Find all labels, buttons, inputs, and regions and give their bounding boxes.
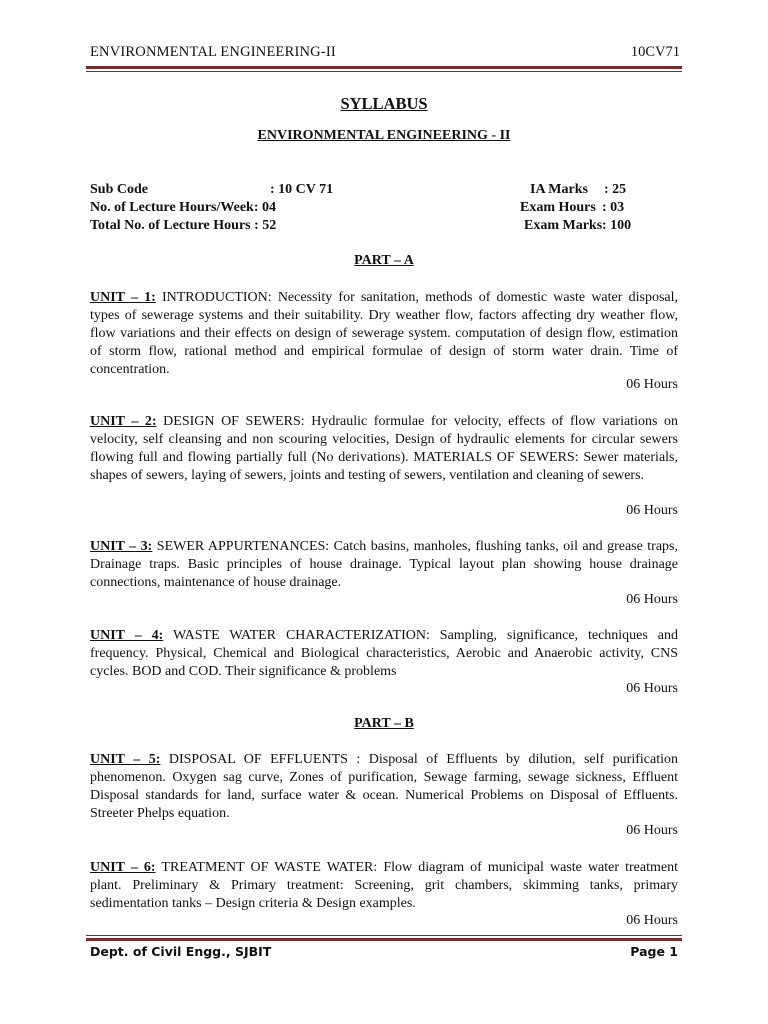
footer-rule-thin — [86, 935, 682, 936]
ia-marks-row — [520, 181, 631, 199]
part-a-heading: PART – A — [354, 253, 414, 268]
unit-1-label: UNIT – 1: — [90, 290, 156, 305]
exam-marks-row — [520, 217, 631, 235]
course-meta-right — [520, 181, 631, 235]
header-rule-thin — [86, 71, 682, 72]
footer-page-number: Page 1 — [630, 944, 678, 959]
ia-marks-value: : 25 — [604, 182, 627, 197]
unit-4-hours: 06 Hours — [626, 681, 678, 696]
unit-6-label: UNIT – 6: — [90, 860, 156, 875]
unit-4-text: WASTE WATER CHARACTERIZATION: Sampling, significance, techniques and frequency. Physical, Chemical and Biological characteristics, Aerobic and Anaerobic activity, CNS cycles. BOD and COD. Their significance & problems — [90, 628, 678, 679]
sub-code-label: Sub Code — [90, 182, 148, 197]
unit-5-text: DISPOSAL OF EFFLUENTS : Disposal of Effluents by dilution, self purification phenomenon. Oxygen sag curve, Zones of purification, Sewage farming, sewage sickness, Effluent Disposal standards for land, surface water & ocean. Numerical Problems on Disposal of Effluents. Streeter Phelps equation. — [90, 752, 678, 821]
sub-code-row — [90, 181, 333, 199]
unit-5 — [90, 751, 678, 823]
exam-hours-value: : 03 — [602, 200, 625, 215]
unit-4 — [90, 627, 678, 681]
unit-1-hours: 06 Hours — [626, 377, 678, 392]
header-course-title: ENVIRONMENTAL ENGINEERING-II — [90, 44, 336, 60]
ia-marks-label: IA Marks — [530, 182, 588, 197]
part-b-heading: PART – B — [354, 716, 414, 731]
unit-5-label: UNIT – 5: — [90, 752, 161, 767]
total-lecture-hours: Total No. of Lecture Hours : 52 — [90, 218, 277, 233]
unit-1 — [90, 289, 678, 379]
exam-marks-value: : 100 — [602, 218, 632, 233]
course-meta-left — [90, 181, 333, 235]
footer-rule-thick — [86, 938, 682, 941]
unit-2-hours: 06 Hours — [626, 503, 678, 518]
unit-3-hours: 06 Hours — [626, 592, 678, 607]
lecture-hours-week: No. of Lecture Hours/Week: 04 — [90, 200, 276, 215]
exam-hours-row — [520, 199, 631, 217]
unit-4-label: UNIT – 4: — [90, 628, 164, 643]
header-rule-thick — [86, 66, 682, 69]
unit-6-text: TREATMENT OF WASTE WATER: Flow diagram of municipal waste water treatment plant. Preliminary & Primary treatment: Screening, grit chambers, skimming tanks, primary sedimentation tanks – Design criteria & Design examples. — [90, 860, 678, 911]
unit-2-text: DESIGN OF SEWERS: Hydraulic formulae for velocity, effects of flow variations on velocity, self cleansing and non scouring velocities, Design of hydraulic elements for circular sewers flowing full and flowing partially full (No derivations). MATERIALS OF SEWERS: Sewer materials, shapes of sewers, laying of sewers, joints and testing of sewers, ventilation and cleaning of sewers. — [90, 414, 678, 483]
exam-hours-label: Exam Hours — [520, 200, 596, 215]
unit-3-label: UNIT – 3: — [90, 539, 153, 554]
unit-3 — [90, 538, 678, 592]
sub-code-value: : 10 CV 71 — [270, 182, 334, 197]
exam-marks-label: Exam Marks — [524, 218, 603, 233]
unit-5-hours: 06 Hours — [626, 823, 678, 838]
footer-department: Dept. of Civil Engg., SJBIT — [90, 944, 272, 959]
page-title: SYLLABUS — [340, 94, 428, 113]
unit-6-hours: 06 Hours — [626, 913, 678, 928]
unit-2 — [90, 413, 678, 485]
page-subtitle: ENVIRONMENTAL ENGINEERING - II — [257, 128, 511, 143]
unit-1-text: INTRODUCTION: Necessity for sanitation, methods of domestic waste water disposal, types of sewerage systems and their suitability. Dry weather flow, factors affecting dry weather flow, flow variations and their effects on design of sewerage system. computation of design flow, estimation of storm flow, rational method and empirical formulae of design of storm water drain. Time of concentration. — [90, 290, 678, 377]
unit-3-text: SEWER APPURTENANCES: Catch basins, manholes, flushing tanks, oil and grease traps, Drainage traps. Basic principles of house drainage. Typical layout plan showing house drainage connections, maintenance of house drainage. — [90, 539, 678, 590]
unit-6 — [90, 859, 678, 913]
header-course-code: 10CV71 — [630, 44, 680, 60]
unit-2-label: UNIT – 2: — [90, 414, 157, 429]
